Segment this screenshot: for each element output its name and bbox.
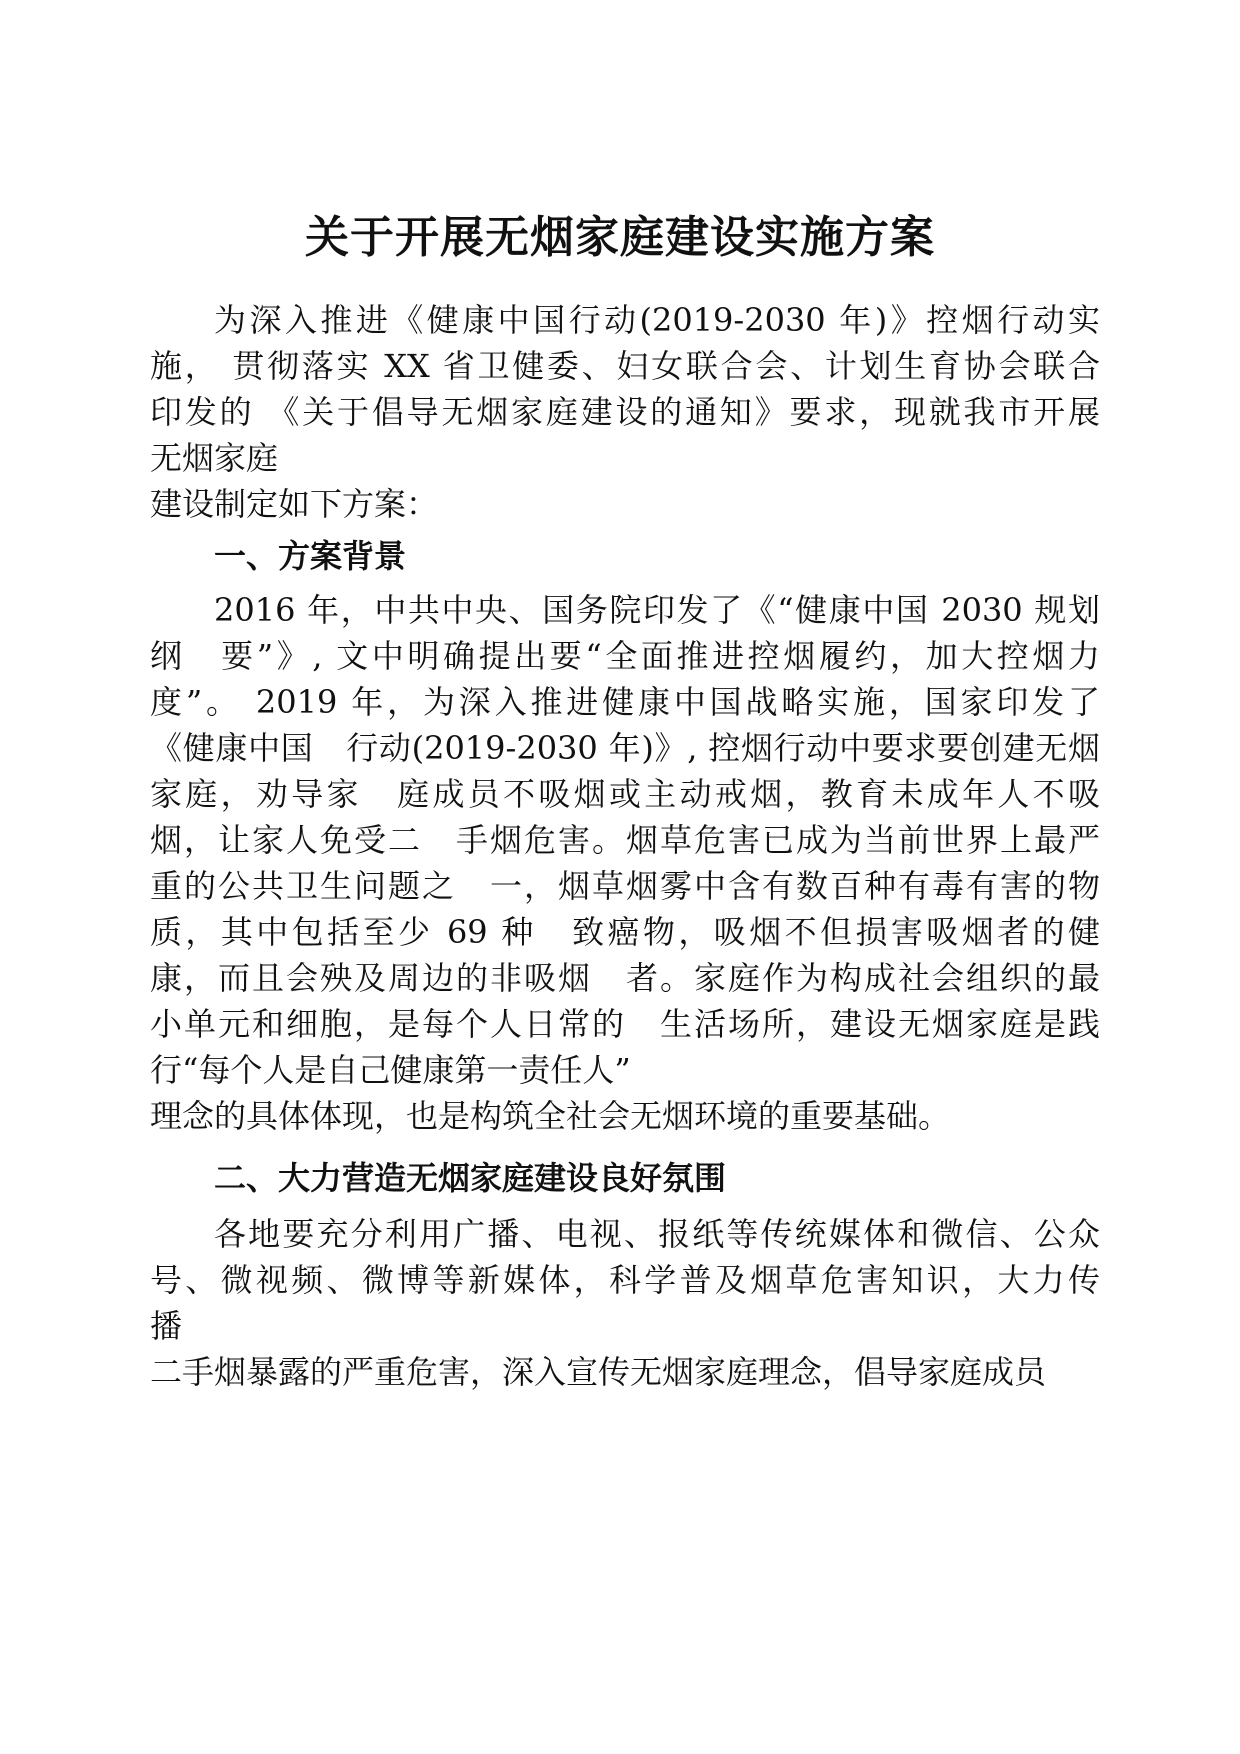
paragraph-line: 《健康中国 行动(2019-2030 年)》, 控烟行动中要求要创建无烟 [150,729,1100,767]
intro-line: 建设制定如下方案： [150,485,439,523]
paragraph-line: 家庭，劝导家 庭成员不吸烟或主动戒烟，教育未成年人不吸 [150,775,1100,813]
paragraph-line: 理念的具体体现，也是构筑全社会无烟环境的重要基础。 [150,1097,951,1135]
paragraph-line: 号、微视频、微博等新媒体，科学普及烟草危害知识，大力传 [150,1261,1100,1299]
paragraph-line: 小单元和细胞，是每个人日常的 生活场所，建设无烟家庭是践 [150,1005,1100,1043]
paragraph-line: 各地要充分利用广播、电视、报纸等传统媒体和微信、公众 [214,1215,1100,1253]
paragraph-line: 纲 要”》, 文中明确提出要“全面推进控烟履约，加大控烟力 [150,637,1100,675]
paragraph-line: 烟，让家人免受二 手烟危害。烟草危害已成为当前世界上最严 [150,821,1100,859]
section-heading: 一、方案背景 [214,537,407,575]
intro-line: 为深入推进《健康中国行动(2019-2030 年)》控烟行动实 [214,301,1100,339]
paragraph-line: 播 [150,1307,183,1345]
paragraph-line: 质，其中包括至少 69 种 致癌物，吸烟不但损害吸烟者的健 [150,913,1100,951]
paragraph-line: 行“每个人是自己健康第一责任人” [150,1051,631,1089]
intro-line: 印发的 《关于倡导无烟家庭建设的通知》要求，现就我市开展 [150,393,1100,431]
paragraph-line: 二手烟暴露的严重危害，深入宣传无烟家庭理念，倡导家庭成员 [150,1353,1047,1391]
paragraph-line: 2016 年，中共中央、国务院印发了《“健康中国 2030 规划 [214,591,1100,629]
section-heading: 二、大力营造无烟家庭建设良好氛围 [214,1159,727,1197]
paragraph-line: 重的公共卫生问题之 一，烟草烟雾中含有数百种有毒有害的物 [150,867,1100,905]
document-title: 关于开展无烟家庭建设实施方案 [305,212,935,263]
intro-line: 施， 贯彻落实 XX 省卫健委、妇女联合会、计划生育协会联合 [150,347,1100,385]
intro-line: 无烟家庭 [150,439,279,477]
paragraph-line: 康，而且会殃及周边的非吸烟 者。家庭作为构成社会组织的最 [150,959,1100,997]
paragraph-line: 度”。 2019 年，为深入推进健康中国战略实施，国家印发了 [150,683,1100,721]
